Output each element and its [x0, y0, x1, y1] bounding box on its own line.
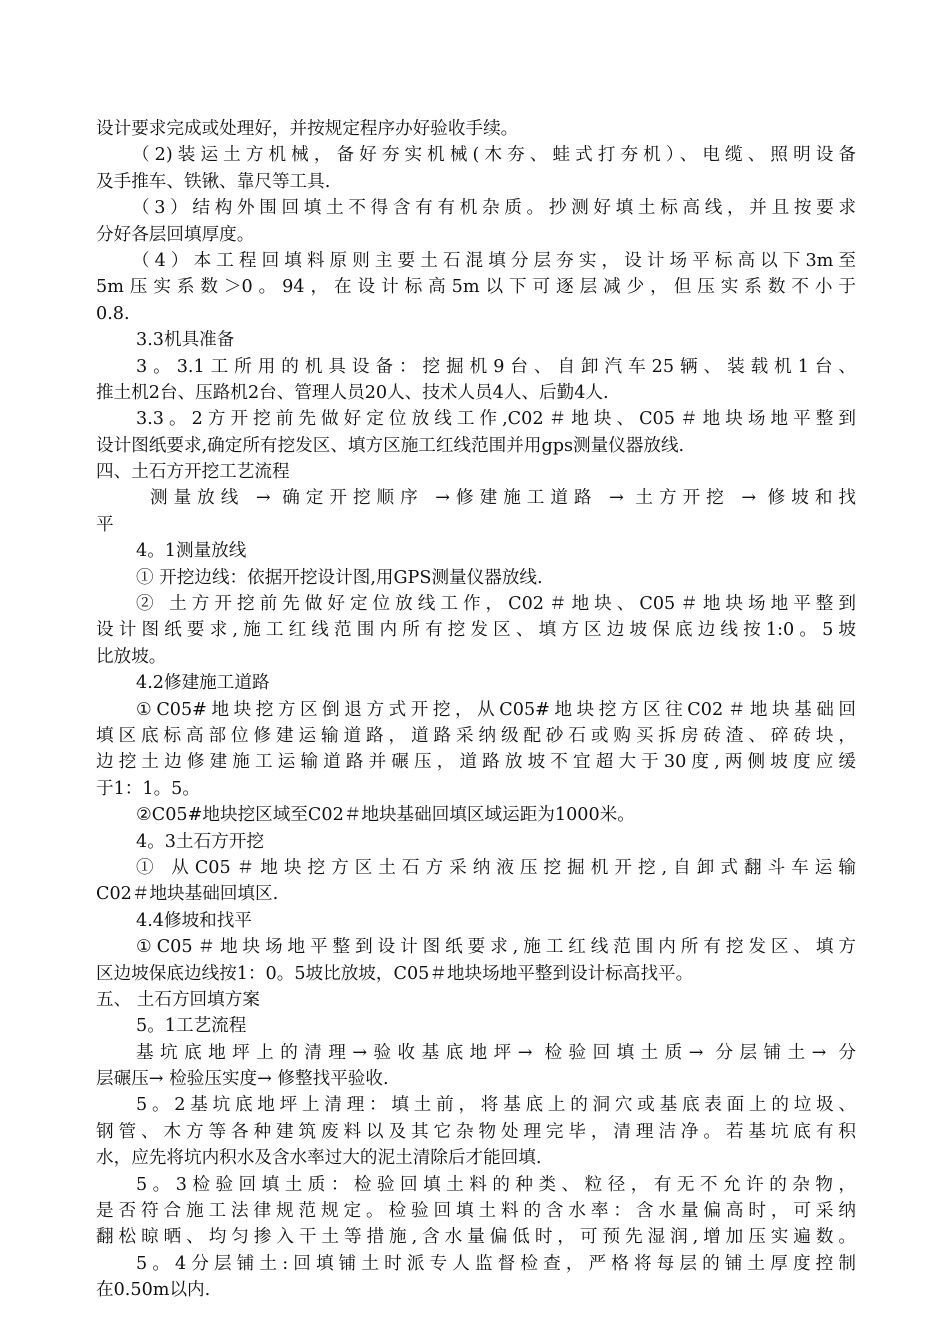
text-line: 5。4分层铺土:回填铺土时派专人监督检查，严格将每层的铺土厚度控制: [136, 1253, 856, 1274]
text-line: 四、土石方开挖工艺流程: [96, 462, 290, 483]
text-line: 设计图纸要求,确定所有挖发区、填方区施工红线范围并用gps测量仪器放线.: [96, 435, 685, 456]
text-line: 及手推车、铁锹、靠尺等工具.: [96, 171, 331, 192]
text-line: ②C05#地块挖区域至C02＃地块基础回填区域运距为1000米。: [136, 805, 635, 826]
text-line: 4。3土石方开挖: [136, 831, 264, 852]
text-line: 4.4修坡和找平: [136, 910, 252, 931]
text-line: 分好各层回填厚度。: [96, 224, 255, 245]
text-line: 五、 土石方回填方案: [96, 989, 260, 1010]
text-line: 3.3机具准备: [136, 330, 235, 351]
text-line: 翻松晾晒、均匀掺入干土等措施,含水量偏低时，可预先湿润,增加压实遍数。: [96, 1227, 856, 1248]
text-line: C02＃地块基础回填区.: [96, 884, 279, 905]
text-line: 3。3.1工所用的机具设备：挖掘机9台、自卸汽车25辆、装载机1台、: [136, 356, 856, 377]
text-line: 层碾压→ 检验压实度→ 修整找平验收.: [96, 1069, 389, 1090]
text-line: ② 土方开挖前先做好定位放线工作，C02＃地块、C05＃地块场地平整到: [136, 594, 856, 615]
text-line: （3）结构外围回填土不得含有有机杂质。抄测好填土标高线，并且按要求: [132, 198, 856, 219]
text-line: 是否符合施工法律规范规定。检验回填土料的含水率：含水量偏高时，可采纳: [96, 1201, 856, 1222]
text-line: ①C05#地块挖方区倒退方式开挖，从C05#地块挖方区往C02＃地块基础回: [136, 699, 856, 720]
text-line: 于1：1。5。: [96, 778, 200, 799]
text-line: 测量放线 → 确定开挖顺序 →修建施工道路 → 土方开挖 → 修坡和找: [150, 488, 856, 509]
text-line: 在0.50m以内.: [96, 1280, 211, 1301]
text-line: 填区底标高部位修建运输道路，道路采纳级配砂石或购买拆房砖渣、碎砖块，: [96, 725, 856, 746]
text-line: 5。2基坑底地坪上清理：填土前，将基底上的洞穴或基底表面上的垃圾、: [136, 1095, 856, 1116]
text-line: 5m压实系数＞0。94，在设计标高5m以下可逐层减少，但压实系数不小于: [96, 277, 856, 298]
text-line: ①C05＃地块场地平整到设计图纸要求,施工红线范围内所有挖发区、填方: [136, 937, 856, 958]
text-line: 推土机2台、压路机2台、管理人员20人、技术人员4人、后勤4人.: [96, 382, 609, 403]
text-line: 5。3检验回填土质：检验回填土料的种类、粒径，有无不允许的杂物，: [136, 1174, 856, 1195]
text-line: ① 从C05＃地块挖方区土石方采纳液压挖掘机开挖,自卸式翻斗车运输: [136, 857, 856, 878]
text-line: 设计图纸要求,施工红线范围内所有挖发区、填方区边坡保底边线按1:0。5坡: [96, 620, 856, 641]
document-page: [96, 116, 856, 1304]
text-line: 5。1工艺流程: [136, 1016, 247, 1037]
text-line: 钢管、木方等各种建筑废料以及其它杂物处理完毕，清理洁净。若基坑底有积: [96, 1121, 856, 1142]
text-line: 0.8.: [96, 303, 130, 324]
text-line: 水，应先将坑内积水及含水率过大的泥土清除后才能回填.: [96, 1148, 542, 1169]
text-line: 边挖土边修建施工运输道路并碾压，道路放坡不宜超大于30度,两侧坡度应缓: [96, 752, 856, 773]
text-line: 4.2修建施工道路: [136, 673, 270, 694]
text-line: 3.3。2方开挖前先做好定位放线工作,C02＃地块、C05＃地块场地平整到: [136, 409, 856, 430]
text-line: ① 开挖边线：依据开挖设计图,用GPS测量仪器放线.: [136, 567, 543, 588]
text-line: （4）本工程回填料原则主要土石混填分层夯实，设计场平标高以下3m至: [132, 250, 856, 271]
text-line: 设计要求完成或处理好，并按规定程序办好验收手续。: [96, 119, 519, 139]
text-line: 平: [96, 514, 114, 535]
text-line: 比放坡。: [96, 646, 167, 667]
text-line: （2)装运土方机械，备好夯实机械(木夯、蛙式打夯机）、电缆、照明设备: [132, 145, 856, 166]
text-line: 基坑底地坪上的清理→验收基底地坪→ 检验回填土质→ 分层铺土→ 分: [136, 1042, 856, 1063]
text-line: 区边坡保底边线按1：0。5坡比放坡，C05＃地块场地平整到设计标高找平。: [96, 963, 694, 984]
text-line: 4。1测量放线: [136, 541, 247, 562]
